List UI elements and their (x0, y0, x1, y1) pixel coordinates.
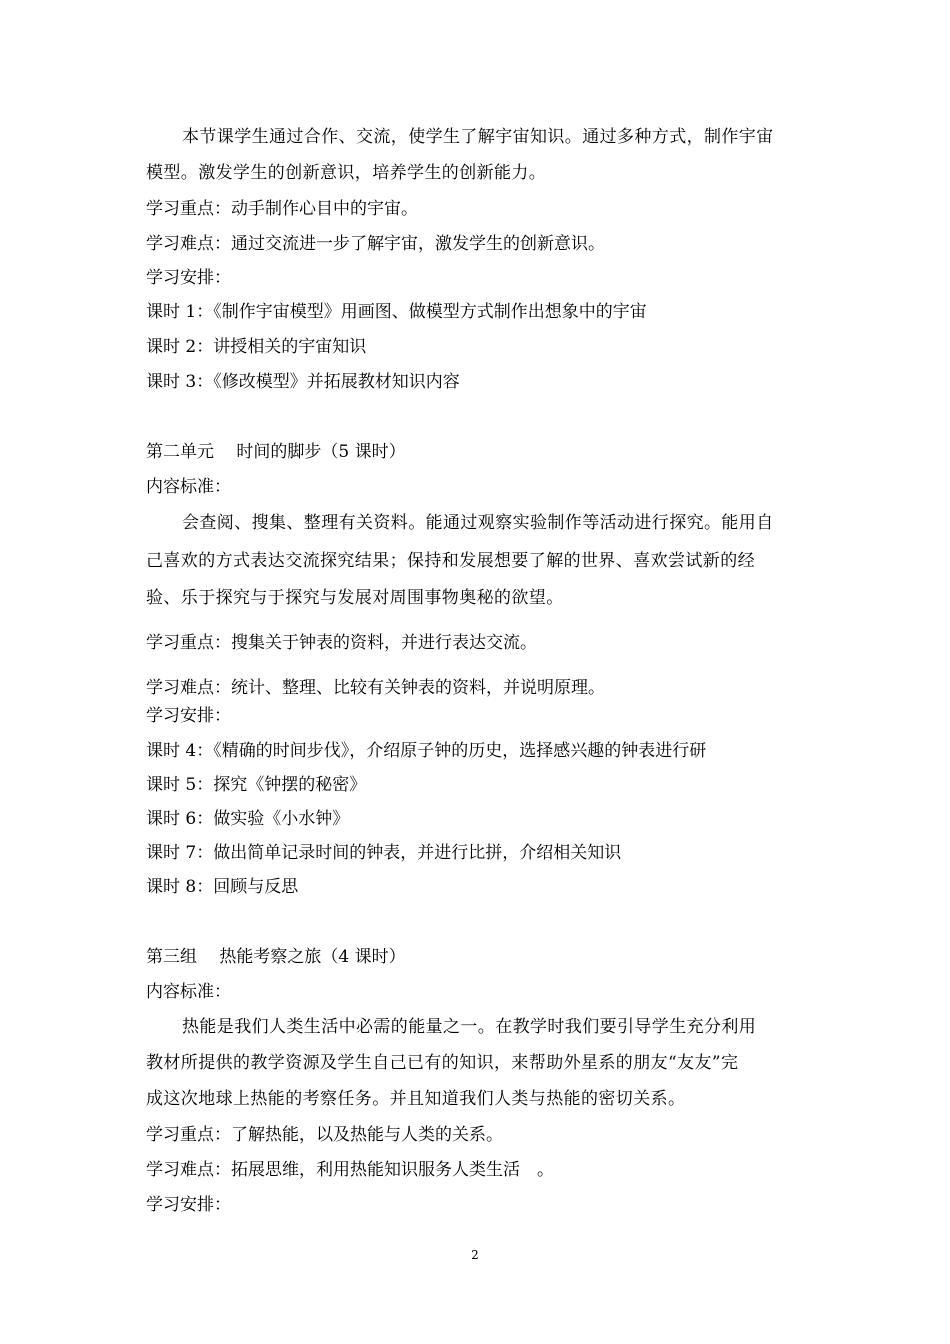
unit3-difficulty: 学习难点：拓展思维，利用热能知识服务人类生活 。 (146, 1160, 554, 1180)
unit2-difficulty: 学习难点：统计、整理、比较有关钟表的资料，并说明原理。 (146, 678, 605, 698)
unit1-intro-line-2: 模型。激发学生的创新意识，培养学生的创新能力。 (146, 163, 547, 183)
unit2-standard-label: 内容标准： (146, 477, 231, 497)
unit3-standard-line-3: 成这次地球上热能的考察任务。并且知道我们人类与热能的密切关系。 (146, 1089, 686, 1109)
unit2-standard-line-2: 己喜欢的方式表达交流探究结果；保持和发展想要了解的世界、喜欢尝试新的经 (146, 551, 755, 571)
unit2-schedule-label: 学习安排： (146, 706, 231, 726)
unit1-difficulty: 学习难点：通过交流进一步了解宇宙，激发学生的创新意识。 (146, 234, 605, 254)
unit2-standard-line-3: 验、乐于探究与于探究与发展对周围事物奥秘的欲望。 (146, 588, 564, 608)
page-number: 2 (471, 1248, 479, 1262)
unit3-schedule-label: 学习安排： (146, 1195, 231, 1215)
unit1-intro-line-1: 本节课学生通过合作、交流，使学生了解宇宙知识。通过多种方式，制作宇宙 (182, 127, 774, 147)
unit3-key-point: 学习重点：了解热能，以及热能与人类的关系。 (146, 1125, 503, 1145)
unit2-lesson-5: 课时 5：探究《钟摆的秘密》 (146, 775, 367, 795)
unit2-lesson-4: 课时 4：《精确的时间步伐》，介绍原子钟的历史，选择感兴趣的钟表进行研 (146, 741, 707, 761)
unit3-standard-label: 内容标准： (146, 982, 231, 1002)
unit1-lesson-2: 课时 2：讲授相关的宇宙知识 (146, 337, 367, 357)
unit2-title: 第二单元 时间的脚步（5 课时） (146, 442, 406, 462)
unit2-key-point: 学习重点：搜集关于钟表的资料，并进行表达交流。 (146, 633, 537, 653)
unit1-schedule-label: 学习安排： (146, 268, 231, 288)
unit2-lesson-7: 课时 7：做出简单记录时间的钟表，并进行比拼，介绍相关知识 (146, 843, 622, 863)
unit2-standard-line-1: 会查阅、搜集、整理有关资料。能通过观察实验制作等活动进行探究。能用自 (182, 513, 774, 533)
unit2-lesson-6: 课时 6：做实验《小水钟》 (146, 809, 350, 829)
unit1-key-point: 学习重点：动手制作心目中的宇宙。 (146, 199, 418, 219)
unit1-lesson-3: 课时 3：《修改模型》并拓展教材知识内容 (146, 372, 460, 392)
unit3-title: 第三组 热能考察之旅（4 课时） (146, 947, 406, 967)
unit2-lesson-8: 课时 8：回顾与反思 (146, 877, 299, 897)
unit3-standard-line-2: 教材所提供的教学资源及学生自己已有的知识，来帮助外星系的朋友“友友”完 (146, 1053, 739, 1073)
unit3-standard-line-1: 热能是我们人类生活中必需的能量之一。在教学时我们要引导学生充分利用 (182, 1017, 757, 1037)
unit1-lesson-1: 课时 1：《制作宇宙模型》用画图、做模型方式制作出想象中的宇宙 (146, 302, 647, 322)
